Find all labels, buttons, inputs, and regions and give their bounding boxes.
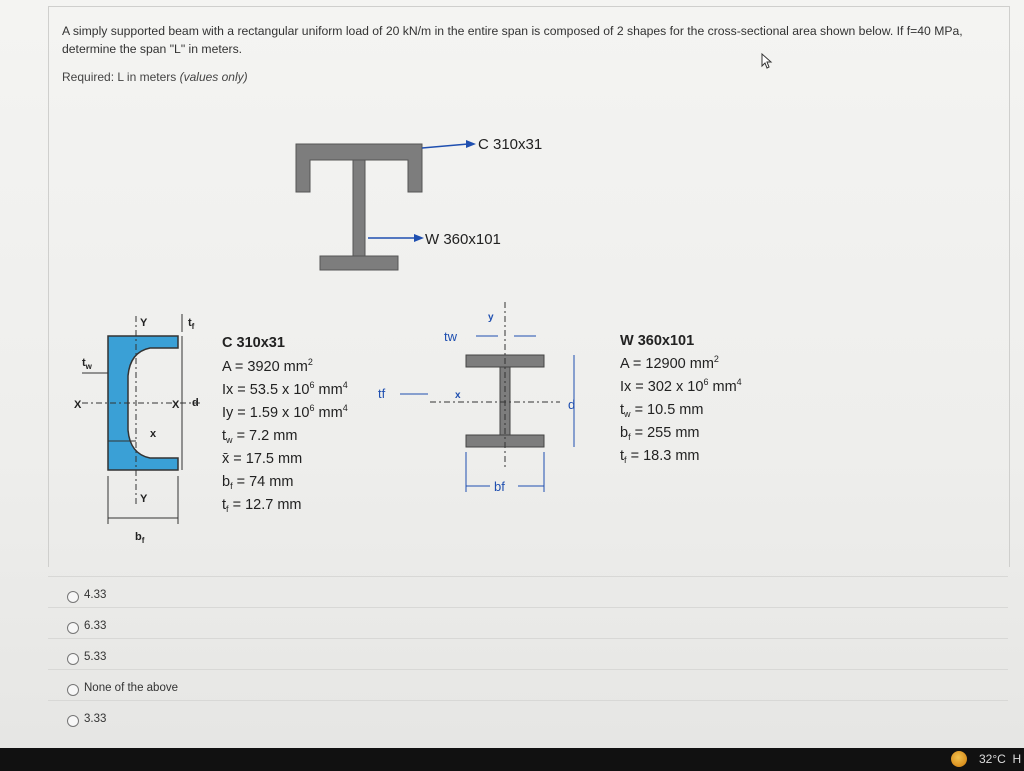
wshape-dim-tw: tw	[444, 329, 457, 344]
channel-properties	[222, 335, 348, 514]
channel-axis-y-bottom: Y	[140, 493, 148, 505]
required-prefix: Required: L in meters	[62, 70, 180, 84]
weather-temperature[interactable]: 32°C H	[979, 752, 1022, 766]
option-label[interactable]: 4.33	[84, 589, 107, 601]
mouse-cursor-icon	[760, 52, 776, 70]
wshape-bf: $b_f = 255$ mm	[620, 425, 700, 442]
taskbar	[0, 748, 1024, 771]
option-label[interactable]: 3.33	[84, 713, 107, 725]
weather-icon[interactable]	[951, 751, 967, 767]
channel-diagram	[74, 314, 200, 545]
top-c-label: C 310x31	[478, 136, 543, 153]
wshape-dim-d: d	[568, 397, 576, 412]
required-line	[62, 70, 248, 84]
wshape-tf: $t_f = 18.3$ mm	[620, 448, 700, 465]
channel-bf: $b_f = 74$ mm	[222, 474, 294, 491]
wshape-axis-x: x	[455, 390, 461, 401]
channel-dim-tw: $t_w$	[82, 357, 92, 371]
channel-axis-x-right: X	[172, 399, 180, 411]
top-w-label: W 360x101	[425, 231, 501, 248]
option-radio[interactable]	[67, 653, 79, 665]
channel-ix: Ix = 53.5 x $10^6$ $mm^4$	[222, 380, 348, 398]
option-row[interactable]	[48, 638, 1008, 670]
required-note: (values only)	[179, 70, 248, 84]
channel-axis-x-left: X	[74, 399, 82, 411]
wshape-title: W 360x101	[620, 333, 695, 349]
channel-tf: $t_f = 12.7$ mm	[222, 497, 302, 514]
wshape-axis-y: y	[488, 312, 494, 323]
channel-dim-d: d	[192, 397, 199, 409]
composite-section-diagram	[296, 136, 542, 270]
channel-dim-tf: $t_f$	[188, 317, 195, 331]
channel-tw: $t_w = 7.2$ mm	[222, 428, 298, 445]
wshape-area: A = 12900 $mm^2$	[620, 354, 719, 372]
cross-section-figure	[0, 120, 900, 550]
option-radio[interactable]	[67, 715, 79, 727]
option-label[interactable]: 5.33	[84, 651, 107, 663]
wshape-tw: $t_w = 10.5$ mm	[620, 402, 704, 419]
wshape-diagram	[378, 302, 575, 494]
wshape-properties	[620, 333, 742, 465]
channel-iy: Iy = 1.59 x $10^6$ $mm^4$	[222, 403, 348, 421]
option-radio[interactable]	[67, 591, 79, 603]
option-row[interactable]	[48, 576, 1008, 608]
channel-xbar-label: x	[150, 428, 157, 440]
option-radio[interactable]	[67, 622, 79, 634]
option-row[interactable]	[48, 700, 1008, 732]
channel-dim-bf: $b_f$	[135, 531, 145, 545]
channel-title: C 310x31	[222, 335, 285, 351]
option-radio[interactable]	[67, 684, 79, 696]
option-row[interactable]	[48, 669, 1008, 701]
wshape-dim-bf: bf	[494, 479, 505, 494]
wshape-dim-tf: tf	[378, 386, 386, 401]
channel-area: A = 3920 $mm^2$	[222, 357, 313, 375]
wshape-ix: Ix = 302 x $10^6$ $mm^4$	[620, 377, 742, 395]
channel-xbar: x̄ = 17.5 mm	[222, 451, 303, 467]
option-label[interactable]: 6.33	[84, 620, 107, 632]
option-row[interactable]	[48, 607, 1008, 639]
option-label[interactable]: None of the above	[84, 682, 178, 694]
channel-axis-y-top: Y	[140, 317, 148, 329]
question-text: A simply supported beam with a rectangular uniform load of 20 kN/m in the entire span is composed of 2 shapes for the cross-sectional area shown below. If f=40 MPa, determine the span "L" in meters.	[62, 24, 963, 56]
